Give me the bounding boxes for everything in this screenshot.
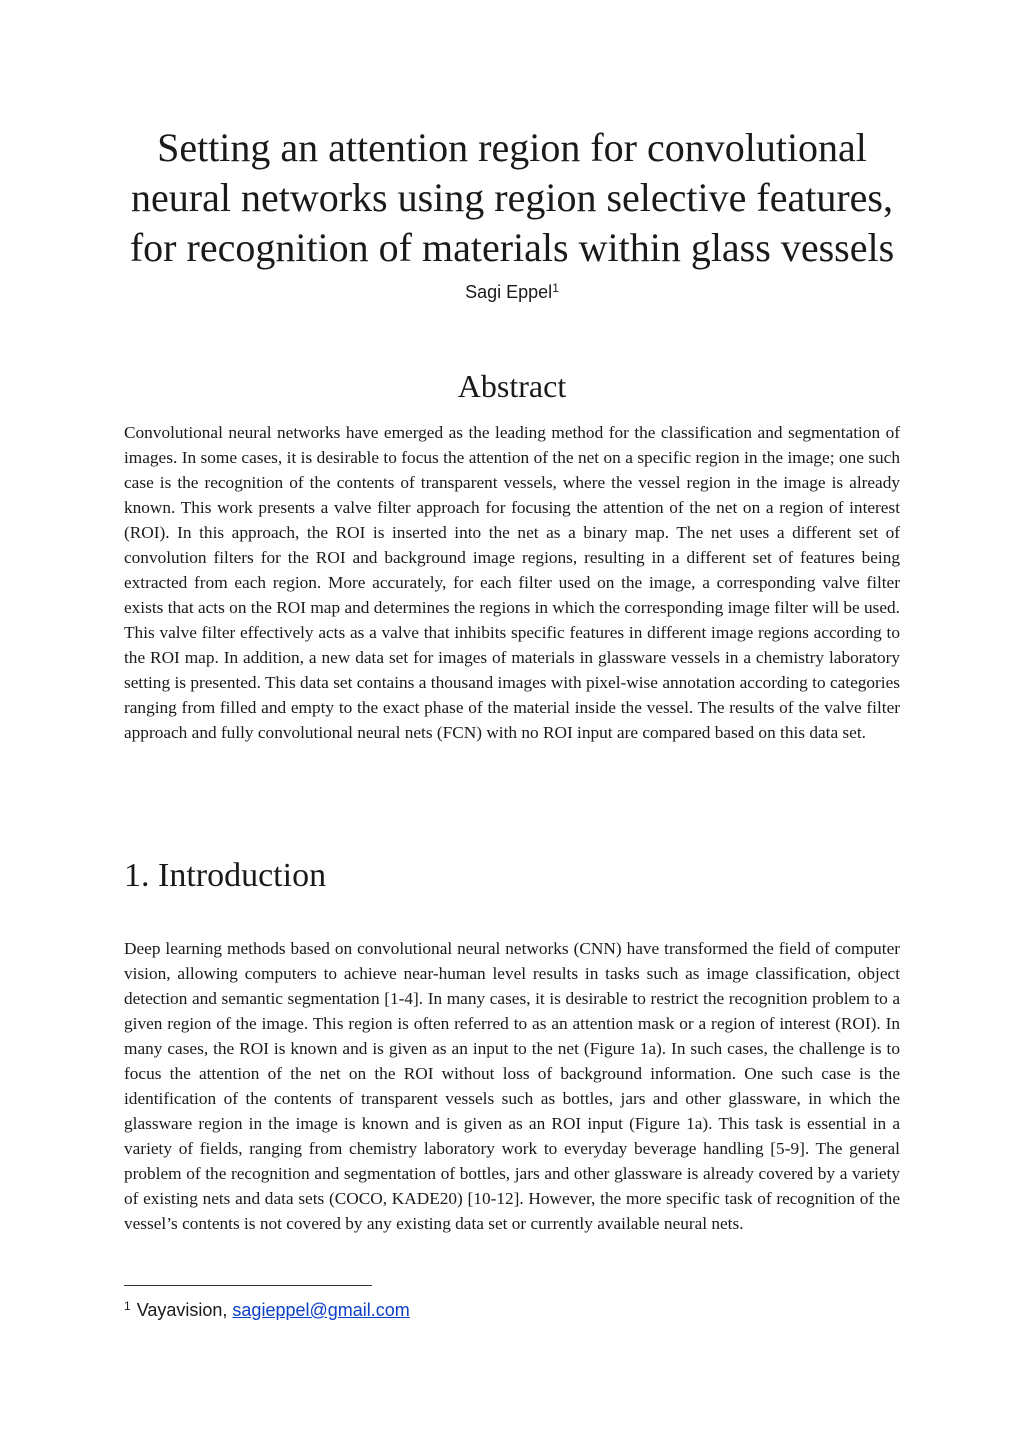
abstract-body: Convolutional neural networks have emerged as the leading method for the classification and segmentation of images. In some cases, it is desirable to focus the attention of the net on a specific region in the image; one such case is the recognition of the contents of transparent vessels, where the vessel region in the image is already known. This work presents a valve filter approach for focusing the attention of the net on a region of interest (ROI). In this approach, the ROI is inserted into the net as a binary map. The net uses a different set of convolution filters for the ROI and background image regions, resulting in a different set of features being extracted from each region. More accurately, for each filter used on the image, a corresponding valve filter exists that acts on the ROI map and determines the regions in which the corresponding image filter will be used. This valve filter effectively acts as a valve that inhibits specific features in different image regions according to the ROI map. In addition, a new data set for images of materials in glassware vessels in a chemistry laboratory setting is presented. This data set contains a thousand images with pixel-wise annotation according to categories ranging from filled and empty to the exact phase of the material inside the vessel. The results of the valve filter approach and fully convolutional neural nets (FCN) with no ROI input are compared based on this data set. [124, 423, 900, 742]
introduction-body: Deep learning methods based on convolutional neural networks (CNN) have transformed the field of computer vision, allowing computers to achieve near-human level results in tasks such as image classification, object detection and semantic segmentation [1-4]. In many cases, it is desirable to restrict the recognition problem to a given region of the image. This region is often referred to as an attention mask or a region of interest (ROI). In many cases, the ROI is known and is given as an input to the net (Figure 1a). In such cases, the challenge is to focus the attention of the net on the ROI without loss of background information. One such case is the identification of the contents of transparent vessels such as bottles, jars and other glassware, in which the glassware region in the image is known and is given as an ROI input (Figure 1a). This task is essential in a variety of fields, ranging from chemistry laboratory work to everyday beverage handling [5-9]. The general problem of the recognition and segmentation of bottles, jars and other glassware is already covered by a variety of existing nets and data sets (COCO, KADE20) [10-12]. However, the more specific task of recognition of the vessel’s contents is not covered by any existing data set or currently available neural nets. [124, 939, 900, 1233]
author-email-link[interactable]: sagieppel@gmail.com [232, 1300, 410, 1320]
abstract-heading: Abstract [457, 368, 567, 404]
footnote [124, 1298, 410, 1322]
footnote-mark: 1 [124, 1299, 131, 1313]
introduction-heading: 1. Introduction [124, 857, 327, 894]
footnote-divider [124, 1285, 372, 1286]
paper-title: Setting an attention region for convolutional neural networks using region selective features, for recognition of materials within glass vessels [129, 125, 895, 270]
footnote-affiliation: Vayavision, [136, 1300, 228, 1320]
author-line [0, 281, 1024, 303]
author-name: Sagi Eppel [465, 282, 553, 302]
author-footnote-mark: 1 [552, 281, 559, 295]
